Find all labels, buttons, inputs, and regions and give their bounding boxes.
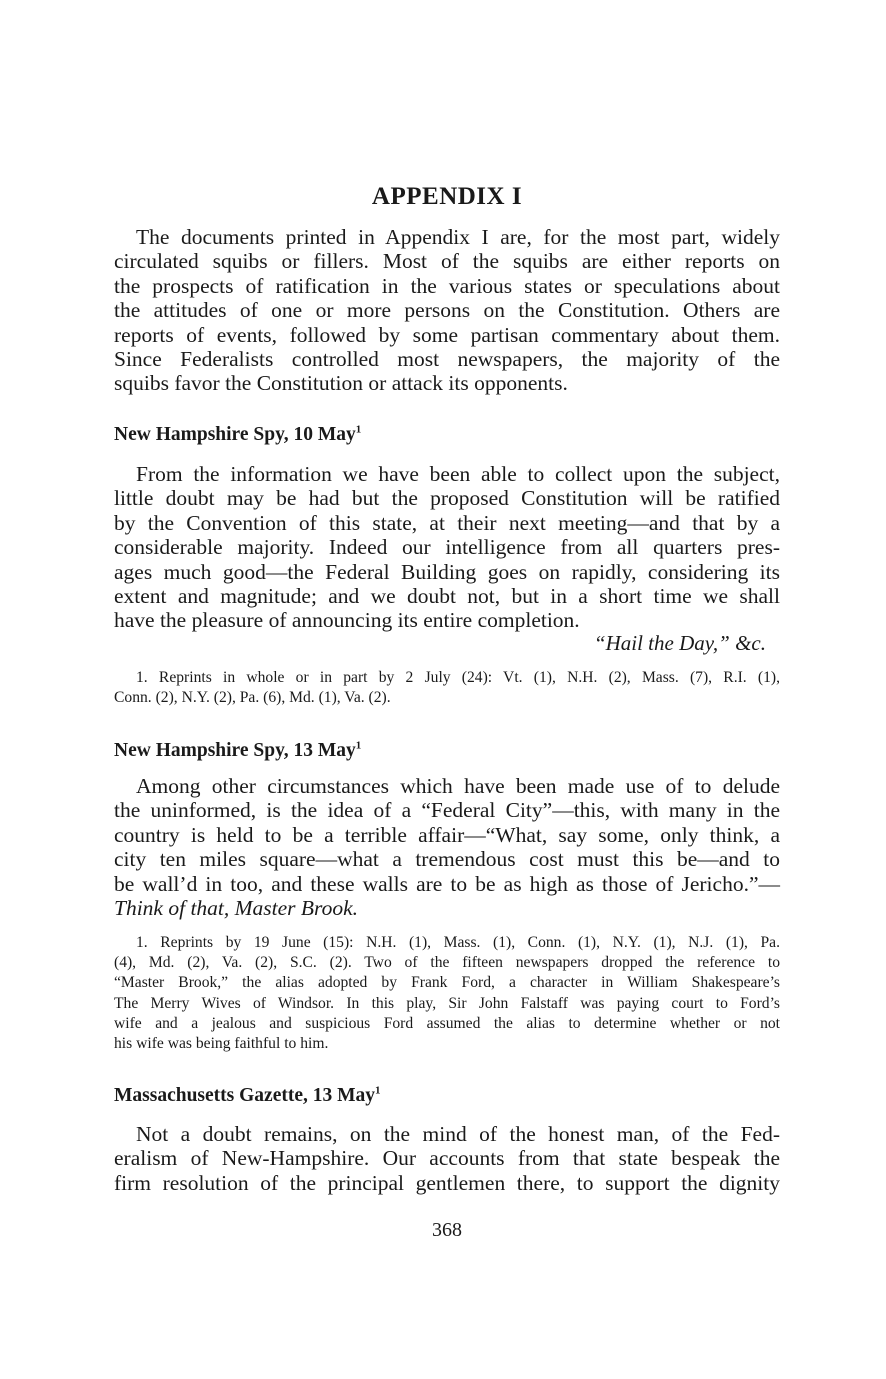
intro-line: the attitudes of one or more persons on the Constitution. Others are [114, 298, 780, 323]
footnote-line: (4), Md. (2), Va. (2), S.C. (2). Two of the fifteen newspapers dropped the reference to [114, 954, 780, 972]
section-heading: New Hampshire Spy, 10 May$^1$ [114, 423, 362, 445]
footnote-line: wife and a jealous and suspicious Ford assumed the alias to determine whether or not [114, 1014, 780, 1032]
section-body [114, 774, 780, 920]
intro-line: the prospects of ratification in the various states or speculations about [114, 273, 780, 298]
intro-paragraph [114, 225, 780, 396]
body-line: be wall’d in too, and these walls are to be as high as those of Jericho.”— [114, 871, 780, 896]
body-line: firm resolution of the principal gentlemen there, to support the dignity [114, 1170, 780, 1195]
section-heading: Massachusetts Gazette, 13 May$^1$ [114, 1084, 381, 1106]
body-line: ages much good—the Federal Building goes on rapidly, considering its [114, 559, 780, 584]
footnote-line: 1. Reprints by 19 June (15): N.H. (1), Mass. (1), Conn. (1), N.Y. (1), N.J. (1), Pa. [136, 934, 780, 951]
body-line: considerable majority. Indeed our intelligence from all quarters pres- [114, 535, 780, 560]
intro-line: circulated squibs or fillers. Most of the squibs are either reports on [114, 249, 780, 274]
body-line: extent and magnitude; and we doubt not, but in a short time we shall [114, 584, 780, 609]
body-line: Not a doubt remains, on the mind of the honest man, of the Fed- [136, 1122, 780, 1146]
footnote [114, 668, 780, 708]
body-line: have the pleasure of announcing its entire completion. [114, 608, 580, 633]
section-body [114, 1122, 780, 1195]
intro-line: The documents printed in Appendix I are, for the most part, widely [136, 225, 780, 249]
intro-line: reports of events, followed by some partisan commentary about them. [114, 322, 780, 347]
footnote-line: his wife was being faithful to him. [114, 1035, 329, 1053]
body-line: country is held to be a terrible affair—“What, say some, only think, a [114, 822, 780, 847]
footnote-line: “Master Brook,” the alias adopted by Frank Ford, a character in William Shakespeare’s [114, 974, 780, 992]
body-line: From the information we have been able to collect upon the subject, [136, 462, 780, 486]
body-line: Think of that, Master Brook. [114, 896, 359, 921]
footnote [114, 933, 780, 1054]
body-line: little doubt may be had but the proposed Constitution will be ratified [114, 486, 780, 511]
body-line: eralism of New-Hampshire. Our accounts from that state bespeak the [114, 1146, 780, 1171]
body-line: Among other circumstances which have been made use of to delude [136, 774, 780, 798]
footnote-line: Conn. (2), N.Y. (2), Pa. (6), Md. (1), Va. (2). [114, 689, 391, 707]
intro-line: squibs favor the Constitution or attack its opponents. [114, 371, 568, 396]
body-line: the uninformed, is the idea of a “Federal City”—this, with many in the [114, 798, 780, 823]
intro-line: Since Federalists controlled most newspapers, the majority of the [114, 347, 780, 372]
section-body [114, 462, 780, 633]
body-line: city ten miles square—what a tremendous cost must this be—and to [114, 847, 780, 872]
footnote-line: 1. Reprints in whole or in part by 2 July (24): Vt. (1), N.H. (2), Mass. (7), R.I. (1), [136, 669, 780, 686]
signature: “Hail the Day,” &c. [593, 631, 766, 655]
section-heading: New Hampshire Spy, 13 May$^1$ [114, 739, 362, 761]
body-line: by the Convention of this state, at their next meeting—and that by a [114, 510, 780, 535]
footnote-line: The Merry Wives of Windsor. In this play, Sir John Falstaff was paying court to Ford’s [114, 994, 780, 1012]
page-number: 368 [432, 1219, 462, 1241]
appendix-title: APPENDIX I [371, 183, 523, 210]
